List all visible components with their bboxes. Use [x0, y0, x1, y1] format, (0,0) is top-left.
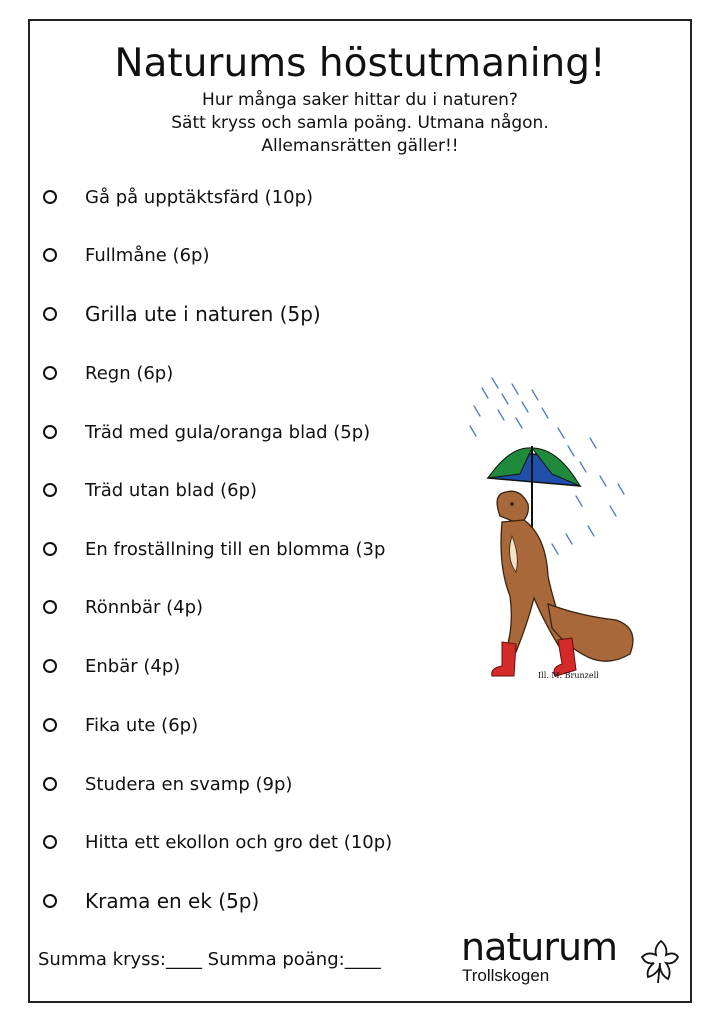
subtitle-line-2: Sätt kryss och samla poäng. Utmana någon. — [171, 113, 549, 133]
list-item — [40, 358, 460, 388]
checkbox-circle-icon[interactable] — [43, 777, 57, 791]
subtitle — [30, 89, 690, 158]
list-item — [40, 769, 460, 799]
page-title: Naturums höstutmaning! — [114, 41, 606, 86]
checkbox-circle-icon[interactable] — [43, 659, 57, 673]
item-label: Gå på upptäktsfärd (10p) — [85, 186, 314, 208]
item-label: Regn (6p) — [85, 362, 174, 384]
checkbox-circle-icon[interactable] — [43, 190, 57, 204]
subtitle-line-3: Allemansrätten gäller!! — [261, 136, 459, 156]
list-item — [40, 710, 460, 740]
naturum-logo — [461, 927, 617, 985]
item-label: Träd med gula/oranga blad (5p) — [85, 421, 371, 443]
worksheet-frame — [28, 19, 692, 1003]
item-label: En froställning till en blomma (3p — [85, 538, 386, 560]
checkbox-circle-icon[interactable] — [43, 307, 57, 321]
logo-wordmark: naturum — [461, 925, 618, 969]
marten-with-umbrella-illustration — [440, 366, 650, 686]
item-label: Krama en ek (5p) — [85, 889, 260, 913]
checkbox-circle-icon[interactable] — [43, 542, 57, 556]
troll-leaf-icon — [638, 937, 684, 985]
item-label: Grilla ute i naturen (5p) — [85, 302, 321, 326]
item-label: Träd utan blad (6p) — [85, 479, 258, 501]
checkbox-circle-icon[interactable] — [43, 600, 57, 614]
list-item — [40, 592, 460, 622]
item-label: Hitta ett ekollon och gro det (10p) — [85, 831, 393, 853]
checkbox-circle-icon[interactable] — [43, 248, 57, 262]
item-label: Fika ute (6p) — [85, 714, 199, 736]
list-item — [40, 182, 460, 212]
list-item — [40, 475, 460, 505]
list-item — [40, 534, 460, 564]
subtitle-line-1: Hur många saker hittar du i naturen? — [202, 90, 518, 110]
checkbox-circle-icon[interactable] — [43, 894, 57, 908]
checkbox-circle-icon[interactable] — [43, 366, 57, 380]
list-item — [40, 417, 460, 447]
checkbox-circle-icon[interactable] — [43, 835, 57, 849]
item-label: Rönnbär (4p) — [85, 596, 204, 618]
logo-subtitle: Trollskogen — [462, 966, 550, 985]
summary-fields[interactable]: Summa kryss:____ Summa poäng:____ — [38, 949, 381, 970]
list-item — [40, 651, 460, 681]
illustration-credit: Ill. M. Brunzell — [538, 671, 599, 680]
list-item — [40, 240, 460, 270]
marten-icon — [497, 491, 633, 661]
checkbox-circle-icon[interactable] — [43, 718, 57, 732]
list-item — [40, 886, 460, 916]
list-item — [40, 299, 460, 329]
item-label: Enbär (4p) — [85, 655, 181, 677]
list-item — [40, 827, 460, 857]
item-label: Studera en svamp (9p) — [85, 773, 293, 795]
checkbox-circle-icon[interactable] — [43, 483, 57, 497]
checkbox-circle-icon[interactable] — [43, 425, 57, 439]
item-label: Fullmåne (6p) — [85, 244, 210, 266]
